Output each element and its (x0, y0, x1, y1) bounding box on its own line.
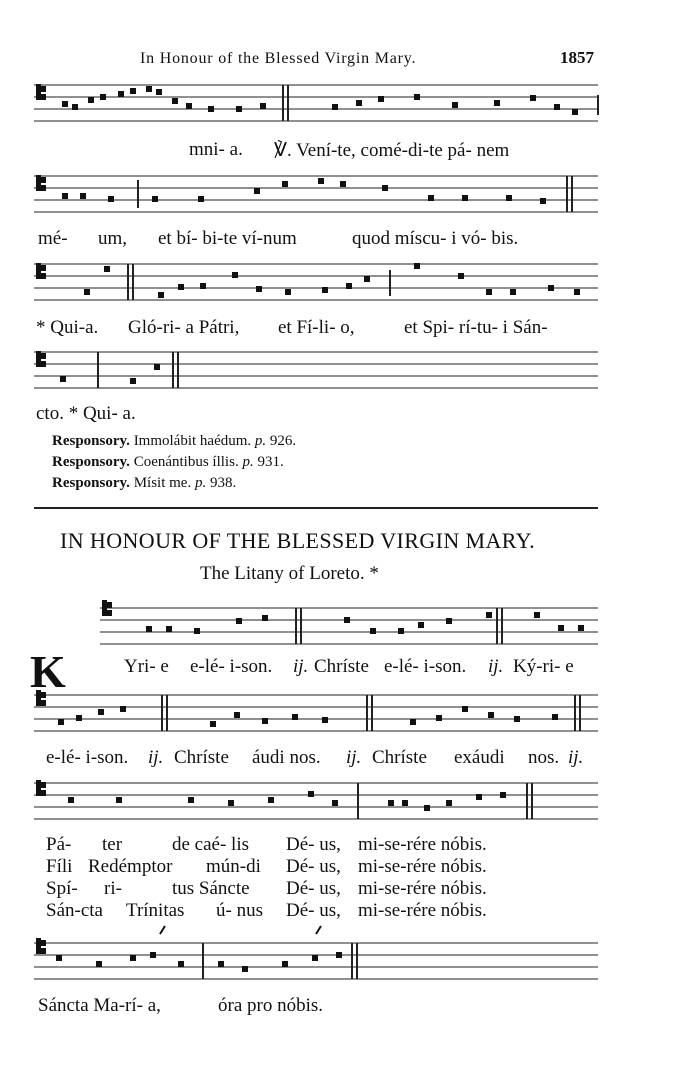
table-row2-c1: Fíli (46, 856, 73, 877)
lyric-s3-a: * Qui-a. (36, 317, 99, 338)
litany-l1-g: Ký-ri- e (513, 656, 574, 677)
litany-l1-f: ij. (488, 656, 504, 677)
lyric-s2-a: mé- (38, 228, 68, 249)
litany-last-b: óra pro nóbis. (218, 995, 324, 1016)
section-title: IN HONOUR OF THE BLESSED VIRGIN MARY. (60, 528, 536, 553)
lyric-s2-d: quod míscu- i vó- bis. (352, 228, 519, 249)
responsory-3: Responsory. Mísit me. p. 938. (52, 475, 237, 491)
staff-1 (34, 85, 598, 121)
table-row3-c5: mi-se-rére nóbis. (358, 878, 487, 899)
table-row3-c4: Dé- us, (286, 878, 341, 899)
table-row1-c4: Dé- us, (286, 834, 341, 855)
litany-l2-g: exáudi (454, 747, 505, 768)
table-row3-c2: ri- (104, 878, 122, 899)
lyric-s3-b: Gló-ri- a Pátri, (128, 317, 240, 338)
table-row4-c2: Trínitas (126, 900, 185, 921)
staff-6 (34, 695, 598, 731)
table-row4-c5: mi-se-rére nóbis. (358, 900, 487, 921)
drop-initial: K (30, 646, 66, 697)
table-row4-c3: ú- nus (216, 900, 263, 921)
table-row4-c1: Sán-cta (46, 900, 103, 921)
litany-l2-i: ij. (568, 747, 584, 768)
litany-l1-a: Yri- e (124, 656, 169, 677)
lyric-s1-b: ℣. Vení-te, comé-di-te pá- nem (274, 140, 510, 161)
lyric-s3-c: et Fí-li- o, (278, 317, 355, 338)
litany-l1-b: e-lé- i-son. (190, 656, 273, 677)
table-row3-c1: Spí- (46, 878, 78, 899)
section-subtitle: The Litany of Loreto. * (200, 563, 379, 584)
table-row1-c1: Pá- (46, 834, 72, 855)
table-row2-c2: Redémptor (88, 856, 173, 877)
table-row4-c4: Dé- us, (286, 900, 341, 921)
table-row3-c3: tus Sáncte (172, 878, 250, 899)
staff-4 (34, 352, 598, 388)
lyric-s2-c: et bí- bi-te ví-num (158, 228, 297, 249)
litany-l2-d: áudi nos. (252, 747, 321, 768)
litany-l2-e: ij. (346, 747, 362, 768)
lyric-s1-a: mni- a. (189, 139, 243, 160)
responsory-2: Responsory. Coenántibus íllis. p. 931. (52, 454, 284, 470)
table-row1-c5: mi-se-rére nóbis. (358, 834, 487, 855)
lyric-s3-d: et Spi- rí-tu- i Sán- (404, 317, 548, 338)
lyric-s2-b: um, (98, 228, 128, 249)
running-header-title: In Honour of the Blessed Virgin Mary. (140, 50, 417, 67)
staff-5 (100, 608, 598, 644)
litany-l2-f: Chríste (372, 747, 427, 768)
table-row1-c3: de caé- lis (172, 834, 250, 855)
litany-l1-e: e-lé- i-son. (384, 656, 467, 677)
staff-2 (34, 176, 598, 212)
table-row2-c3: mún-di (206, 856, 261, 877)
litany-l2-h: nos. (528, 747, 560, 768)
litany-last-a: Sáncta Ma-rí- a, (38, 995, 161, 1016)
litany-l1-c: ij. (293, 656, 309, 677)
section-divider (34, 507, 598, 509)
litany-l1-d: Chríste (314, 656, 369, 677)
page-number: 1857 (560, 48, 594, 67)
table-row1-c2: ter (102, 834, 123, 855)
litany-l2-a: e-lé- i-son. (46, 747, 129, 768)
table-row2-c4: Dé- us, (286, 856, 341, 877)
table-row2-c5: mi-se-rére nóbis. (358, 856, 487, 877)
litany-l2-c: Chríste (174, 747, 229, 768)
lyric-s4: cto. * Qui- a. (36, 403, 136, 424)
litany-l2-b: ij. (148, 747, 164, 768)
responsory-1: Responsory. Immolábit haédum. p. 926. (52, 433, 297, 449)
